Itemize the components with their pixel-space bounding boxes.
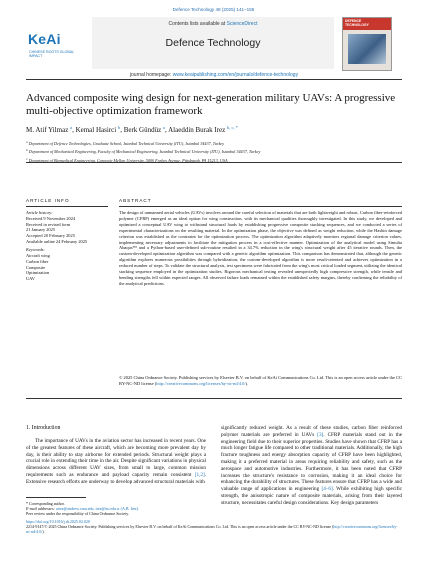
affiliation-sup: b: [26, 148, 28, 153]
section-heading: 1. Introduction: [26, 425, 61, 431]
affiliation: [26, 139, 406, 147]
history-line: 21 January 2025: [26, 227, 56, 233]
homepage-link[interactable]: www.keaipublishing.com/en/journals/defence-technology: [172, 72, 299, 78]
divider: [26, 162, 402, 163]
article-info: [26, 210, 108, 282]
author-name[interactable]: M. Atif Yilmaz: [26, 126, 69, 134]
keyword: Aircraft wing: [26, 253, 50, 259]
keyword: Optimization: [26, 270, 50, 276]
author-name[interactable]: Kemal Hasirci: [75, 126, 117, 134]
peer-review-note: Peer review under the responsibility of China Ordnance Society.: [26, 511, 129, 517]
footnotes: [26, 501, 216, 517]
abstract-text: The design of unmanned aerial vehicles (UAVs) involves around the careful selection of materials that are both lightweight and robust. Carbon fiber-reinforced polymer (CFRP) emerged as an ideal option for wing construction, with its mechanical qualities thoroughly investigated. In this study, we developed and optimized a conceptual UAV wing to withstand structural loads by establishing progressive composite stacking sequences, and we conducted a series of experimental characterizations on the resulting material. In the optimization phase, the objective was defined as weight reduction, while the Hashin damage criterion was established as the constraint for the optimization process. The optimization algorithm adaptively monitors regional damage criterion values, implementing necessary adjustments to facilitate the mitigation process in a cost-effective manner. Optimization of the analytical model using Simulia Abaqus™ and a Python-based user-defined sub-routine resulted in a 34.7% reduction in the wing's structural weight after 45 iterative rounds. Then, the custom-developed optimization algorithm was compared with a genetic algorithm optimization. This comparison has demonstrated that, although the genetic algorithm explores numerous possibilities through hybridization, the custom-developed algorithm is more result-oriented and achieves optimization in a reduced number of steps. To validate the structural analysis, test specimens were fabricated from the wing's most critical loaded segment, utilizing the identical stacking sequence employed in the optimization studies. Rigorous mechanical testing revealed unexpectedly high compressive strength, while tensile and bending strengths fell within expected ranges. All observed failure loads remained within the established safety margins, thereby confirming the reliability of the analytical predictions.: [119, 210, 402, 286]
footer-license-end: ).: [42, 529, 45, 535]
license-link[interactable]: http://creativecommons.org/licenses/by-nc-nd/4.0/: [156, 380, 246, 386]
author-name[interactable]: Berk Gündüz: [123, 126, 162, 134]
body-column-right: [221, 425, 402, 507]
corresponding-author-note: * Corresponding author.: [26, 501, 65, 506]
journal-cover-image[interactable]: [342, 17, 392, 71]
divider: [26, 206, 108, 207]
paragraph: [221, 425, 402, 507]
keai-wordmark: KeAi: [28, 31, 61, 47]
cover-picture: [348, 34, 386, 64]
affiliation-text: Department of Defence Technologies, Graduate School, Istanbul Technical University (ITU), Istanbul 34437, Turkey: [28, 141, 225, 146]
footnote-divider: [26, 497, 86, 498]
history-line: Received 9 November 2024: [26, 215, 76, 221]
copyright-end: ).: [245, 380, 249, 386]
author-sup[interactable]: a: [162, 125, 165, 130]
author-sup[interactable]: b, c, *: [227, 125, 239, 130]
keyword: Carbon fiber: [26, 258, 49, 264]
citation-link[interactable]: [1,2]: [194, 471, 205, 478]
divider: [119, 206, 402, 207]
body-column-left: [26, 438, 206, 486]
article-title: Advanced composite wing design for next-generation military UAVs: A progressive multi-objective optimization framework: [26, 92, 396, 117]
copyright-text: © 2025 China Ordnance Society. Publishing services by Elsevier B.V. on behalf of KeAi Communications Co. Ltd. This is an open access article under the CC BY-NC-ND license (: [119, 375, 402, 386]
keai-tagline: CHINESE ROOTS GLOBAL IMPACT: [29, 50, 74, 59]
author-name[interactable]: Alaeddin Burak Irez: [168, 126, 226, 134]
keyword: Composite: [26, 264, 46, 270]
paragraph-text: . While exhibiting high specific strength, the anisotropic nature of composite materials, arising from their layered structure, necessitates careful design considerations. Key design parameters: [221, 486, 402, 506]
history-label: Article history:: [26, 210, 53, 215]
affiliation-sup: c: [26, 156, 28, 161]
affiliation: [26, 147, 406, 155]
contents-line: [92, 21, 334, 27]
paragraph: [26, 438, 206, 486]
email-label: E-mail addresses:: [26, 506, 56, 512]
history-line: Available online 24 February 2025: [26, 238, 88, 244]
paragraph-text: . CFRP materials stand out in the engineering field due to their superior properties. Studies have shown that CFRP has a much longer fatigue life compared to other traditional materials. Additionally, the high fracture toughness and energy absorption capacity of CFRP have been highlighted, making it a preferred material in areas requiring reliability and safety, such as the aerospace and automotive industries. Furthermore, it has been noted that CFRP increases the structure's resistance to corrosion, making it an ideal choice for enhancing the durability of structures. These features ensure that CFRP has a wide and valuable range of applications in engineering: [221, 431, 402, 493]
author-sup[interactable]: a: [70, 125, 73, 130]
header-center-box: [92, 17, 334, 69]
citation-link[interactable]: [4–6]: [321, 486, 333, 493]
email-links[interactable]: airez@andrew.cmu.edu, irez@itu.edu.tr (A.B. Irez).: [55, 506, 140, 512]
affiliation-text: Department of Mechanical Engineering, Faculty of Mechanical Engineering, Istanbul Technical University (ITU), Istanbul 34437, Turkey: [28, 149, 261, 155]
keyword: UAV: [26, 276, 35, 282]
author-sup[interactable]: b: [117, 125, 121, 130]
article-info-heading: ARTICLE INFO: [26, 198, 70, 203]
journal-header: [26, 17, 402, 69]
paragraph-text: The importance of UAVs in the aviation sector has increased in recent years. One of the greatest features of these aircraft, which are becoming more prevalent day by day, is their ability to stay airborne for extended periods. Structural weight plays a crucial role in extending their time in the air. Despite significant variations in physical dimensions across different UAV sizes, from small to large, common mission requirements such as endurance and payload capacity remain consistent: [26, 438, 206, 478]
footer-license-text: 2214-9147/© 2025 China Ordnance Society. Publishing services by Elsevier B.V. on behalf of KeAi Communications Co. Ltd. This is an open access article under the CC BY-NC-ND license (: [26, 524, 334, 530]
contents-prefix: Contents lists available at: [168, 21, 227, 27]
history-line: Accepted 20 February 2025: [26, 233, 75, 239]
history-line: Received in revised form: [26, 221, 71, 227]
abstract-heading: ABSTRACT: [119, 198, 152, 203]
homepage-prefix: journal homepage:: [129, 72, 173, 78]
doi-link[interactable]: https://doi.org/10.1016/j.dt.2025.02.020: [26, 519, 90, 524]
cover-title: DEFENCE TECHNOLOGY: [345, 19, 369, 27]
sciencedirect-link[interactable]: ScienceDirect: [226, 21, 258, 27]
author-list: M. Atif Yilmaz $^a$, Kemal Hasirci $^b$, Berk Gündüz $^a$, Alaeddin Burak Irez $^{b, c, *}$: [26, 125, 239, 134]
citation-link[interactable]: [3]: [317, 431, 324, 438]
divider: [26, 398, 402, 399]
affiliation-list: [26, 139, 406, 164]
paragraph-text: significantly reduced weight. As a result of these studies, carbon fiber reinforced polymer materials are preferred in UAVs: [221, 425, 402, 438]
paragraph-text: . Extensive research efforts are underway to develop advanced structural materials with: [26, 471, 206, 485]
journal-citation[interactable]: Defence Technology 48 (2025) 141–155: [172, 7, 255, 12]
footer-license-link[interactable]: http://creativecommons.org/licenses/by-nc-nd/4.0/: [26, 524, 398, 535]
abstract-copyright: [119, 375, 402, 387]
journal-title: Defence Technology: [165, 37, 261, 49]
journal-homepage-bar: [26, 72, 402, 80]
keywords-label: Keywords:: [26, 247, 45, 253]
affiliation-text: Department of Biomedical Engineering, Carnegie Mellon University, 5000 Forbes Avenue, Pittsburgh, PA 15213, USA: [28, 157, 228, 163]
keai-logo[interactable]: [26, 23, 82, 63]
footer-license: [26, 524, 402, 534]
affiliation-sup: a: [26, 140, 28, 144]
page-footer: [26, 519, 402, 535]
